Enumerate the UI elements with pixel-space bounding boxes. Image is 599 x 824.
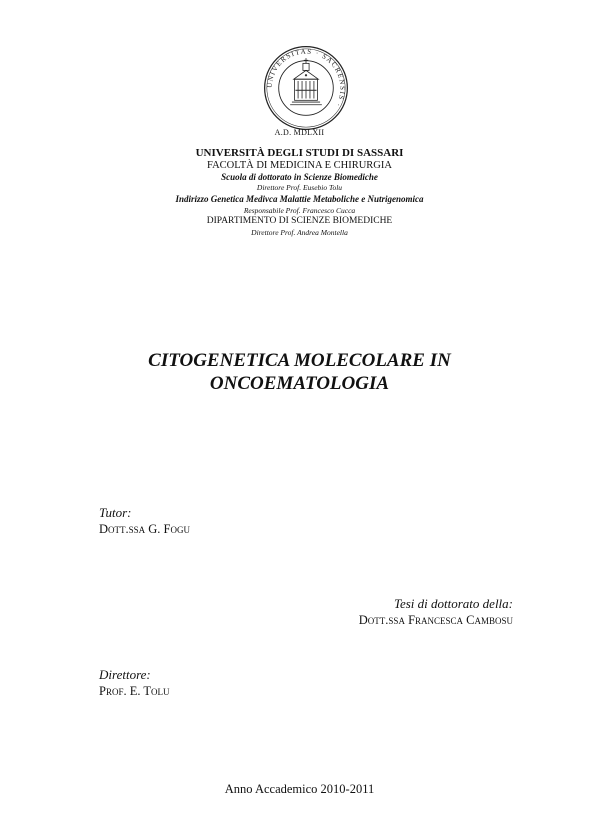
- doctoral-address: Indirizzo Genetica Medivca Malattie Metaboliche e Nutrigenomica: [175, 194, 424, 204]
- director-label: Direttore:: [99, 667, 151, 682]
- university-name: UNIVERSITÀ DEGLI STUDI DI SASSARI: [195, 147, 404, 159]
- svg-text:UNIVERSITAS · SACRENSIS ·: [266, 48, 347, 109]
- thesis-title-line-1: CITOGENETICA MOLECOLARE IN: [148, 350, 451, 371]
- director-name: Prof. E. Tolu: [99, 684, 170, 698]
- school-director: Direttore Prof. Eusebio Tolu: [256, 183, 343, 192]
- department-director: Direttore Prof. Andrea Montella: [251, 228, 348, 237]
- address-head: Responsabile Prof. Francesco Cucca: [243, 206, 356, 215]
- tutor-label: Tutor:: [99, 505, 132, 520]
- thesis-title-line-2: ONCOEMATOLOGIA: [209, 373, 390, 394]
- academic-year: Anno Accademico 2010-2011: [224, 782, 375, 796]
- candidate-label: Tesi di dottorato della:: [393, 596, 513, 611]
- department-name: DIPARTIMENTO DI SCIENZE BIOMEDICHE: [206, 216, 393, 226]
- tutor-name: Dott.ssa G. Fogu: [99, 522, 191, 536]
- faculty-name: FACOLTÀ DI MEDICINA E CHIRURGIA: [207, 160, 392, 171]
- seal-ring-text: UNIVERSITAS · SACRENSIS ·: [265, 47, 347, 109]
- founding-date: A.D. MDLXII: [274, 128, 325, 137]
- university-seal-icon: [262, 44, 350, 132]
- candidate-name: Dott.ssa Francesca Cambosu: [358, 613, 513, 627]
- doctoral-school: Scuola di dottorato in Scienze Biomediche: [221, 172, 378, 182]
